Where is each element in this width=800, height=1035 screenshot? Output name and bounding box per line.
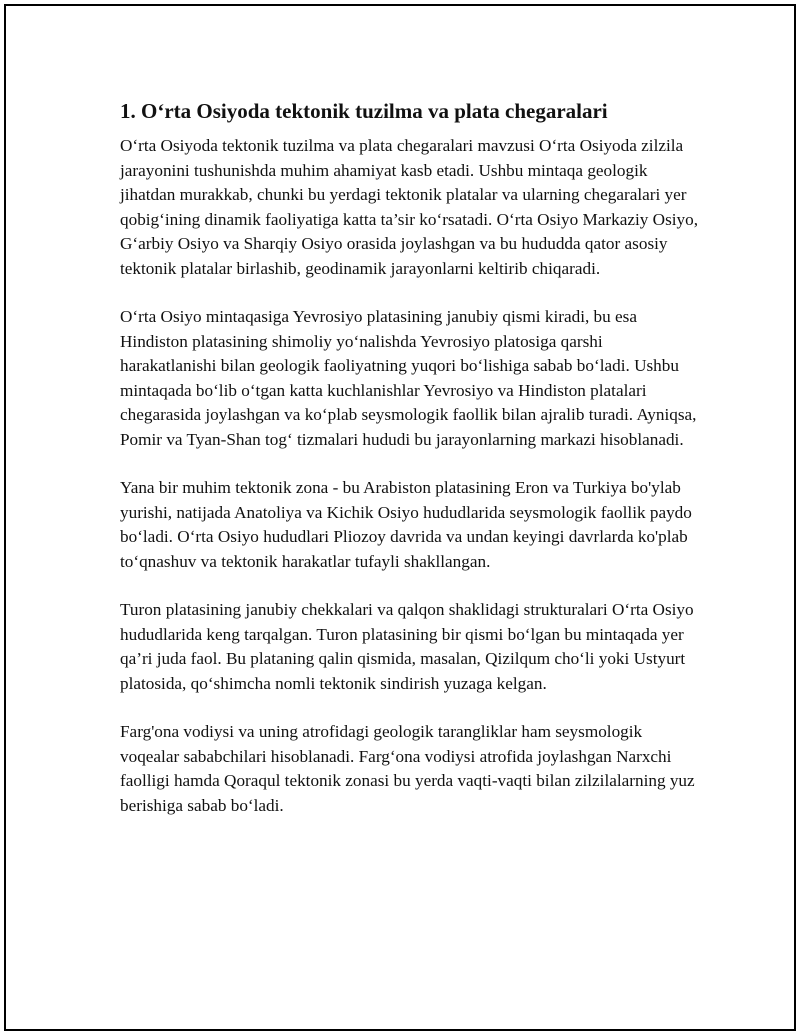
page-frame — [4, 4, 796, 1031]
paragraph-5: Farg'ona vodiysi va uning atrofidagi geologik tarangliklar ham seysmologik voqealar sababchilari hisoblanadi. Farg‘ona vodiysi atrofida joylashgan Narxchi faolligi hamda Qoraqul tektonik zonasi bu yerda vaqti-vaqti bilan zilzilalarning yuz berishiga sabab bo‘ladi. — [120, 722, 695, 815]
paragraph-3: Yana bir muhim tektonik zona - bu Arabiston platasining Eron va Turkiya bo'ylab yurishi, natijada Anatoliya va Kichik Osiyo hududlarida seysmologik faollik paydo bo‘ladi. O‘rta Osiyo hududlari Pliozoy davrida va undan keyingi davrlarda ko'plab to‘qnashuv va tektonik harakatlar tufayli shakllangan. — [120, 478, 692, 571]
paragraph-4: Turon platasining janubiy chekkalari va qalqon shaklidagi strukturalari O‘rta Osiyo hududlarida keng tarqalgan. Turon platasining bir qismi bo‘lgan bu mintaqada yer qa’ri juda faol. Bu plataning qalin qismida, masalan, Qizilqum cho‘li yoki Ustyurt platosida, qo‘shimcha nomli tektonik sindirish yuzaga kelgan. — [120, 600, 694, 693]
document-body — [120, 98, 700, 842]
section-heading: 1. O‘rta Osiyoda tektonik tuzilma va plata chegaralari — [120, 99, 608, 123]
paragraph-2: O‘rta Osiyo mintaqasiga Yevrosiyo platasining janubiy qismi kiradi, bu esa Hindiston platasining shimoliy yo‘nalishda Yevrosiyo platosiga qarshi harakatlanishi bilan geologik faoliyatning yuqori bo‘lishiga sabab bo‘ladi. Ushbu mintaqada bo‘lib o‘tgan katta kuchlanishlar Yevrosiyo va Hindiston platalari chegarasida joylashgan va ko‘plab seysmologik faollik bilan ajralib turadi. Ayniqsa, Pomir va Tyan-Shan tog‘ tizmalari hududi bu jarayonlarning markazi hisoblanadi. — [120, 307, 697, 449]
paragraph-1: O‘rta Osiyoda tektonik tuzilma va plata chegaralari mavzusi O‘rta Osiyoda zilzila jarayonini tushunishda muhim ahamiyat kasb etadi. Ushbu mintaqa geologik jihatdan murakkab, chunki bu yerdagi tektonik platalar va ularning chegaralari yer qobig‘ining dinamik faoliyatiga katta ta’sir ko‘rsatadi. O‘rta Osiyo Markaziy Osiyo, G‘arbiy Osiyo va Sharqiy Osiyo orasida joylashgan va bu hududda qator asosiy tektonik platalar birlashib, geodinamik jarayonlarni keltirib chiqaradi. — [120, 136, 699, 278]
